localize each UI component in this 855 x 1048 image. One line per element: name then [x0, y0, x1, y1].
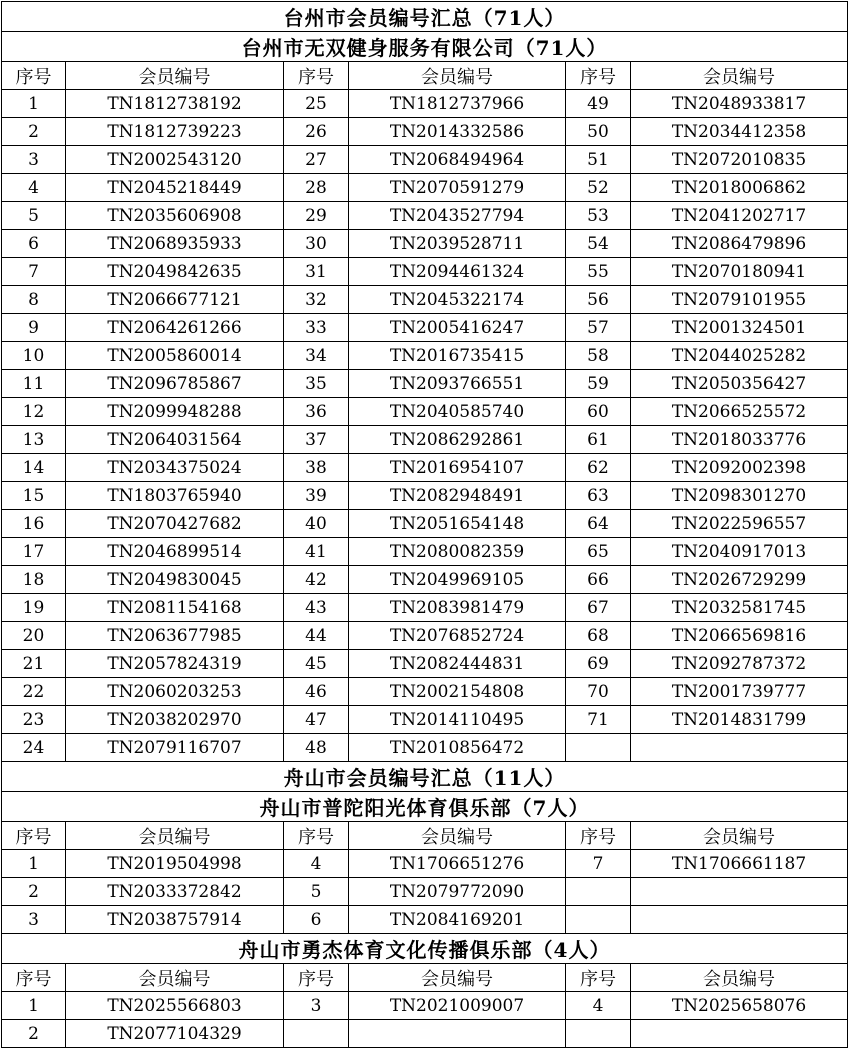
- sheet-body: [2, 2, 848, 1048]
- member-id-header: 会员编号: [349, 822, 566, 850]
- member-row: [2, 566, 848, 594]
- member-id-cell: TN1803765940: [66, 482, 284, 510]
- empty-cell: [566, 878, 631, 906]
- member-id-cell: TN2084169201: [349, 906, 566, 934]
- seq-cell: 35: [284, 370, 349, 398]
- member-row: [2, 118, 848, 146]
- member-row: [2, 678, 848, 706]
- seq-cell: 11: [2, 370, 66, 398]
- header-row: [2, 822, 848, 850]
- seq-cell: 25: [284, 90, 349, 118]
- member-id-header: 会员编号: [349, 964, 566, 992]
- member-id-cell: TN2040585740: [349, 398, 566, 426]
- seq-cell: 8: [2, 286, 66, 314]
- member-id-cell: TN2041202717: [631, 202, 848, 230]
- member-id-cell: TN2070180941: [631, 258, 848, 286]
- member-id-cell: TN2048933817: [631, 90, 848, 118]
- seq-cell: 4: [2, 174, 66, 202]
- club-title: 台州市无双健身服务有限公司（71人）: [2, 32, 848, 62]
- member-id-cell: TN2068494964: [349, 146, 566, 174]
- member-id-cell: TN2019504998: [66, 850, 284, 878]
- member-id-cell: TN2005860014: [66, 342, 284, 370]
- member-id-cell: TN2070427682: [66, 510, 284, 538]
- seq-header: 序号: [2, 964, 66, 992]
- member-id-header: 会员编号: [66, 822, 284, 850]
- seq-cell: 2: [2, 878, 66, 906]
- seq-cell: 6: [284, 906, 349, 934]
- seq-cell: 7: [566, 850, 631, 878]
- seq-cell: 16: [2, 510, 66, 538]
- section-title: 舟山市会员编号汇总（11人）: [2, 762, 848, 792]
- member-id-cell: TN2063677985: [66, 622, 284, 650]
- member-id-cell: TN2016954107: [349, 454, 566, 482]
- member-id-cell: TN2093766551: [349, 370, 566, 398]
- member-row: [2, 650, 848, 678]
- member-id-header: 会员编号: [66, 964, 284, 992]
- seq-cell: 62: [566, 454, 631, 482]
- seq-cell: 34: [284, 342, 349, 370]
- member-id-header: 会员编号: [349, 62, 566, 90]
- seq-header: 序号: [284, 964, 349, 992]
- member-id-cell: TN2060203253: [66, 678, 284, 706]
- member-id-header: 会员编号: [66, 62, 284, 90]
- member-id-cell: TN2043527794: [349, 202, 566, 230]
- seq-cell: 24: [2, 734, 66, 762]
- member-row: [2, 510, 848, 538]
- seq-cell: 45: [284, 650, 349, 678]
- seq-cell: 47: [284, 706, 349, 734]
- member-row: [2, 286, 848, 314]
- seq-cell: 19: [2, 594, 66, 622]
- seq-cell: 71: [566, 706, 631, 734]
- member-id-cell: TN2099948288: [66, 398, 284, 426]
- member-id-cell: TN2066677121: [66, 286, 284, 314]
- seq-cell: 1: [2, 850, 66, 878]
- seq-cell: 52: [566, 174, 631, 202]
- seq-cell: 9: [2, 314, 66, 342]
- member-id-cell: TN2016735415: [349, 342, 566, 370]
- member-id-cell: TN2079772090: [349, 878, 566, 906]
- seq-cell: 70: [566, 678, 631, 706]
- seq-cell: 32: [284, 286, 349, 314]
- seq-cell: 48: [284, 734, 349, 762]
- seq-cell: 40: [284, 510, 349, 538]
- member-id-cell: TN2014831799: [631, 706, 848, 734]
- member-id-cell: TN2086292861: [349, 426, 566, 454]
- empty-cell: [566, 734, 631, 762]
- member-id-cell: TN1706661187: [631, 850, 848, 878]
- member-id-header: 会员编号: [631, 822, 848, 850]
- member-id-cell: TN2066525572: [631, 398, 848, 426]
- seq-cell: 5: [284, 878, 349, 906]
- seq-cell: 12: [2, 398, 66, 426]
- member-id-cell: TN2025658076: [631, 992, 848, 1020]
- empty-cell: [631, 734, 848, 762]
- member-id-cell: TN2035606908: [66, 202, 284, 230]
- member-summary-table: [1, 1, 848, 1048]
- seq-cell: 2: [2, 1020, 66, 1048]
- member-id-cell: TN2070591279: [349, 174, 566, 202]
- member-id-cell: TN1812737966: [349, 90, 566, 118]
- seq-cell: 18: [2, 566, 66, 594]
- seq-cell: 55: [566, 258, 631, 286]
- header-row: [2, 964, 848, 992]
- member-id-cell: TN2083981479: [349, 594, 566, 622]
- club-title: 舟山市普陀阳光体育俱乐部（7人）: [2, 792, 848, 822]
- member-id-cell: TN2001739777: [631, 678, 848, 706]
- seq-header: 序号: [566, 62, 631, 90]
- member-id-cell: TN2082444831: [349, 650, 566, 678]
- seq-cell: 29: [284, 202, 349, 230]
- member-row: [2, 90, 848, 118]
- seq-cell: 56: [566, 286, 631, 314]
- member-id-cell: TN2064031564: [66, 426, 284, 454]
- member-id-cell: TN2066569816: [631, 622, 848, 650]
- seq-cell: 64: [566, 510, 631, 538]
- member-row: [2, 850, 848, 878]
- seq-cell: 13: [2, 426, 66, 454]
- member-id-cell: TN2086479896: [631, 230, 848, 258]
- seq-cell: 1: [2, 992, 66, 1020]
- seq-header: 序号: [2, 822, 66, 850]
- member-row: [2, 342, 848, 370]
- member-row: [2, 706, 848, 734]
- seq-cell: 17: [2, 538, 66, 566]
- seq-cell: 33: [284, 314, 349, 342]
- seq-cell: 57: [566, 314, 631, 342]
- member-row: [2, 734, 848, 762]
- seq-cell: 23: [2, 706, 66, 734]
- seq-cell: 50: [566, 118, 631, 146]
- member-id-cell: TN2034412358: [631, 118, 848, 146]
- member-row: [2, 622, 848, 650]
- member-id-cell: TN2022596557: [631, 510, 848, 538]
- seq-cell: 4: [566, 992, 631, 1020]
- member-row: [2, 202, 848, 230]
- seq-cell: 69: [566, 650, 631, 678]
- member-id-cell: TN2072010835: [631, 146, 848, 174]
- member-row: [2, 426, 848, 454]
- seq-cell: 26: [284, 118, 349, 146]
- seq-cell: 3: [2, 146, 66, 174]
- member-id-cell: TN2057824319: [66, 650, 284, 678]
- empty-cell: [566, 1020, 631, 1048]
- seq-cell: 4: [284, 850, 349, 878]
- club-title: 舟山市勇杰体育文化传播俱乐部（4人）: [2, 934, 848, 964]
- member-id-cell: TN2014110495: [349, 706, 566, 734]
- section-title-row: [2, 762, 848, 792]
- seq-cell: 61: [566, 426, 631, 454]
- member-id-cell: TN2082948491: [349, 482, 566, 510]
- member-row: [2, 992, 848, 1020]
- member-id-cell: TN2045218449: [66, 174, 284, 202]
- member-id-cell: TN2068935933: [66, 230, 284, 258]
- empty-cell: [631, 878, 848, 906]
- member-id-cell: TN2098301270: [631, 482, 848, 510]
- member-id-cell: TN2079101955: [631, 286, 848, 314]
- seq-cell: 66: [566, 566, 631, 594]
- member-id-cell: TN2044025282: [631, 342, 848, 370]
- seq-cell: 20: [2, 622, 66, 650]
- seq-cell: 36: [284, 398, 349, 426]
- seq-cell: 30: [284, 230, 349, 258]
- seq-cell: 14: [2, 454, 66, 482]
- member-id-cell: TN2039528711: [349, 230, 566, 258]
- member-id-cell: TN2094461324: [349, 258, 566, 286]
- member-id-cell: TN2079116707: [66, 734, 284, 762]
- member-id-cell: TN2002154808: [349, 678, 566, 706]
- member-row: [2, 258, 848, 286]
- member-id-cell: TN2049842635: [66, 258, 284, 286]
- seq-cell: 39: [284, 482, 349, 510]
- seq-cell: 22: [2, 678, 66, 706]
- member-id-cell: TN2096785867: [66, 370, 284, 398]
- member-id-cell: TN2001324501: [631, 314, 848, 342]
- header-row: [2, 62, 848, 90]
- seq-cell: 59: [566, 370, 631, 398]
- member-id-cell: TN2040917013: [631, 538, 848, 566]
- seq-cell: 27: [284, 146, 349, 174]
- seq-cell: 67: [566, 594, 631, 622]
- member-id-cell: TN2038202970: [66, 706, 284, 734]
- member-id-cell: TN2025566803: [66, 992, 284, 1020]
- seq-cell: 49: [566, 90, 631, 118]
- seq-cell: 44: [284, 622, 349, 650]
- seq-header: 序号: [284, 822, 349, 850]
- seq-cell: 51: [566, 146, 631, 174]
- member-row: [2, 878, 848, 906]
- seq-cell: 15: [2, 482, 66, 510]
- member-row: [2, 230, 848, 258]
- seq-cell: 1: [2, 90, 66, 118]
- member-id-header: 会员编号: [631, 62, 848, 90]
- member-id-cell: TN2005416247: [349, 314, 566, 342]
- member-row: [2, 314, 848, 342]
- seq-cell: 38: [284, 454, 349, 482]
- seq-cell: 2: [2, 118, 66, 146]
- member-id-cell: TN2045322174: [349, 286, 566, 314]
- empty-cell: [631, 1020, 848, 1048]
- seq-cell: 60: [566, 398, 631, 426]
- member-row: [2, 146, 848, 174]
- seq-cell: 37: [284, 426, 349, 454]
- seq-cell: 58: [566, 342, 631, 370]
- seq-cell: 7: [2, 258, 66, 286]
- seq-cell: 31: [284, 258, 349, 286]
- seq-cell: 46: [284, 678, 349, 706]
- member-id-cell: TN2034375024: [66, 454, 284, 482]
- seq-cell: 3: [284, 992, 349, 1020]
- seq-cell: 42: [284, 566, 349, 594]
- member-row: [2, 174, 848, 202]
- member-id-cell: TN2077104329: [66, 1020, 284, 1048]
- club-title-row: [2, 934, 848, 964]
- member-id-cell: TN2038757914: [66, 906, 284, 934]
- member-id-cell: TN2002543120: [66, 146, 284, 174]
- seq-cell: 41: [284, 538, 349, 566]
- member-row: [2, 370, 848, 398]
- seq-cell: 53: [566, 202, 631, 230]
- member-row: [2, 538, 848, 566]
- member-id-cell: TN2092787372: [631, 650, 848, 678]
- member-id-cell: TN2049969105: [349, 566, 566, 594]
- seq-cell: 5: [2, 202, 66, 230]
- member-id-cell: TN2026729299: [631, 566, 848, 594]
- member-id-cell: TN2092002398: [631, 454, 848, 482]
- seq-header: 序号: [566, 822, 631, 850]
- member-id-cell: TN2033372842: [66, 878, 284, 906]
- member-id-cell: TN2051654148: [349, 510, 566, 538]
- club-title-row: [2, 792, 848, 822]
- member-id-cell: TN2018033776: [631, 426, 848, 454]
- seq-cell: 43: [284, 594, 349, 622]
- member-row: [2, 906, 848, 934]
- seq-header: 序号: [566, 964, 631, 992]
- member-id-cell: TN2049830045: [66, 566, 284, 594]
- member-id-cell: TN2050356427: [631, 370, 848, 398]
- seq-cell: 28: [284, 174, 349, 202]
- seq-cell: 6: [2, 230, 66, 258]
- member-row: [2, 398, 848, 426]
- member-id-cell: TN2076852724: [349, 622, 566, 650]
- empty-cell: [631, 906, 848, 934]
- seq-header: 序号: [284, 62, 349, 90]
- member-id-cell: TN1812739223: [66, 118, 284, 146]
- seq-cell: 54: [566, 230, 631, 258]
- member-id-cell: TN1812738192: [66, 90, 284, 118]
- section-title-row: [2, 2, 848, 32]
- member-row: [2, 1020, 848, 1048]
- member-id-cell: TN2046899514: [66, 538, 284, 566]
- club-title-row: [2, 32, 848, 62]
- seq-cell: 63: [566, 482, 631, 510]
- member-id-cell: TN2032581745: [631, 594, 848, 622]
- section-title: 台州市会员编号汇总（71人）: [2, 2, 848, 32]
- member-id-cell: TN2021009007: [349, 992, 566, 1020]
- member-id-cell: TN2080082359: [349, 538, 566, 566]
- empty-cell: [349, 1020, 566, 1048]
- member-id-cell: TN2081154168: [66, 594, 284, 622]
- member-id-cell: TN2018006862: [631, 174, 848, 202]
- seq-header: 序号: [2, 62, 66, 90]
- member-row: [2, 454, 848, 482]
- seq-cell: 10: [2, 342, 66, 370]
- member-row: [2, 482, 848, 510]
- member-id-cell: TN2014332586: [349, 118, 566, 146]
- seq-cell: 3: [2, 906, 66, 934]
- member-id-cell: TN2064261266: [66, 314, 284, 342]
- member-id-cell: TN1706651276: [349, 850, 566, 878]
- seq-cell: 21: [2, 650, 66, 678]
- member-id-cell: TN2010856472: [349, 734, 566, 762]
- empty-cell: [566, 906, 631, 934]
- seq-cell: 65: [566, 538, 631, 566]
- seq-cell: 68: [566, 622, 631, 650]
- empty-cell: [284, 1020, 349, 1048]
- member-row: [2, 594, 848, 622]
- member-id-header: 会员编号: [631, 964, 848, 992]
